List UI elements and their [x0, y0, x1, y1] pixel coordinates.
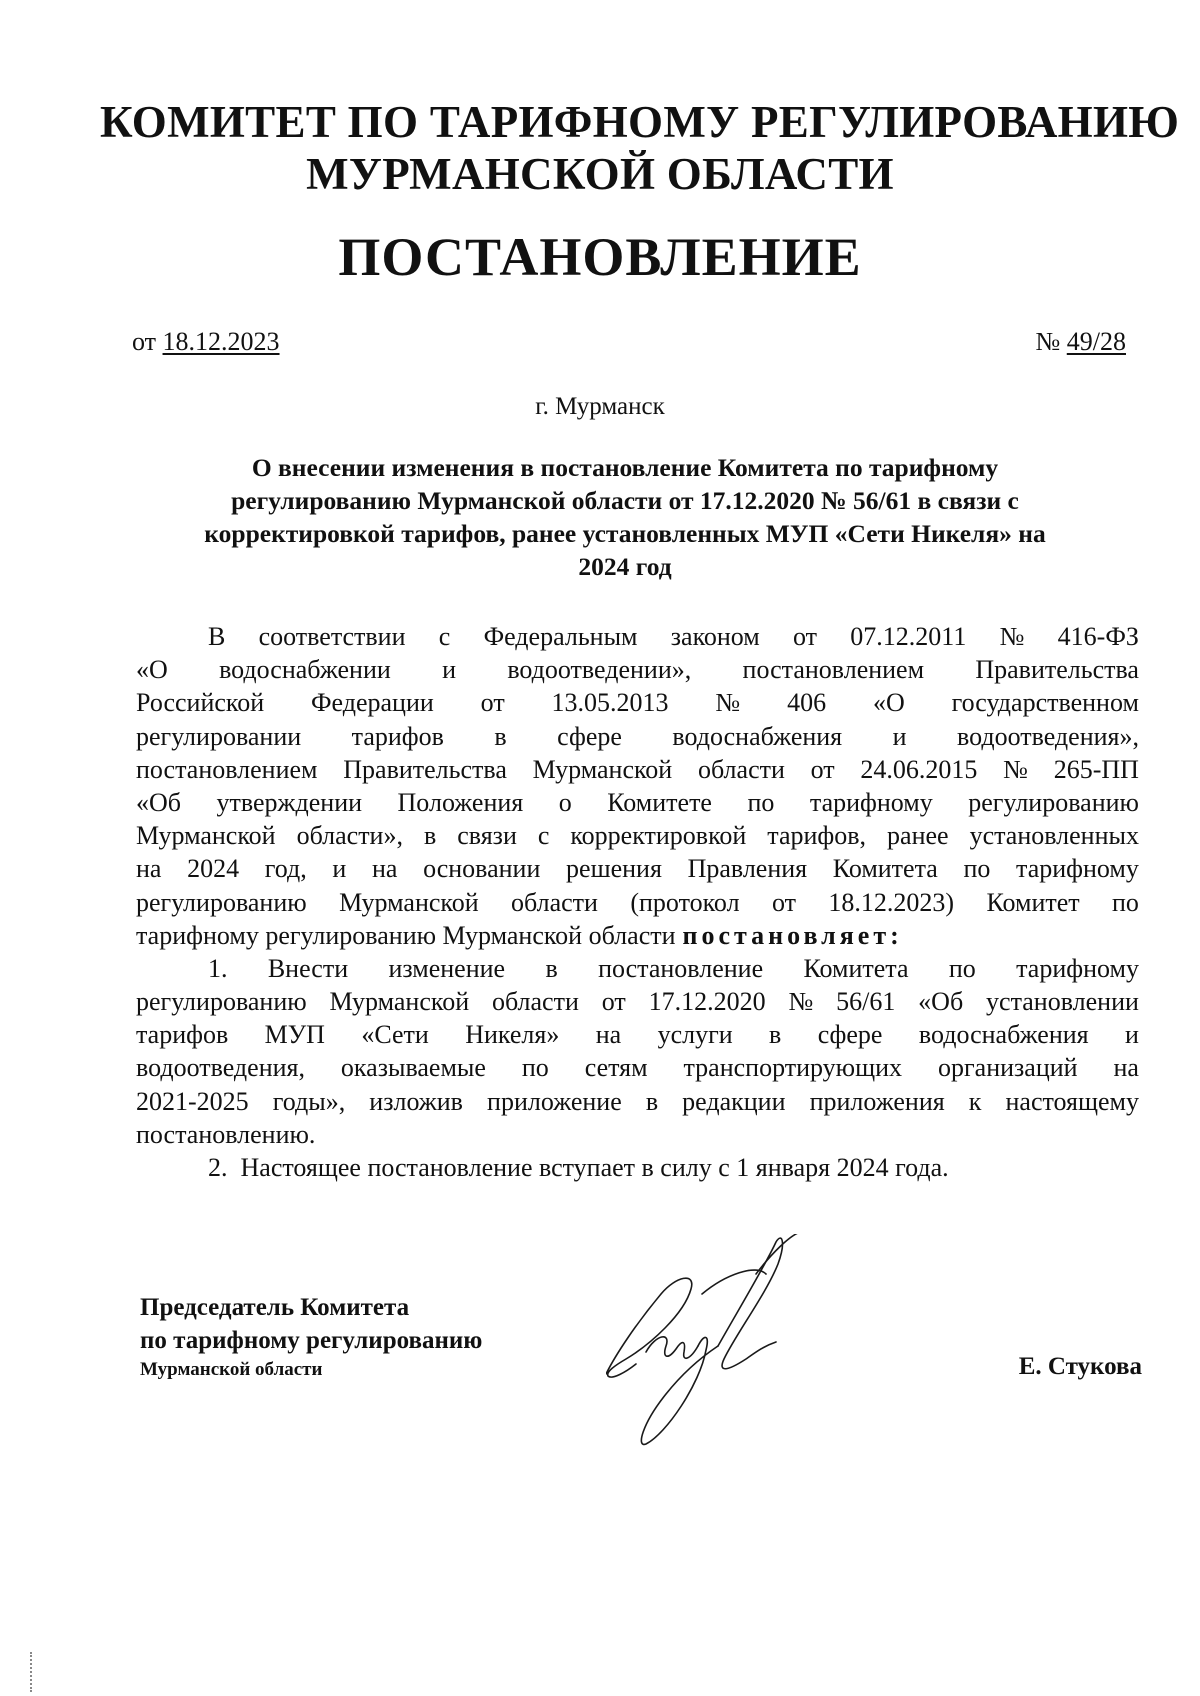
word: Комитета	[803, 953, 909, 983]
word: услуги	[657, 1020, 733, 1050]
word: оказываемые	[340, 1053, 486, 1083]
word: 24.06.2015	[860, 754, 978, 784]
word: Положения	[397, 787, 524, 817]
word: государственном	[951, 688, 1139, 718]
word: регулированию	[136, 987, 307, 1017]
word: приложение	[487, 1086, 622, 1116]
word: водоотведения»,	[957, 721, 1139, 751]
word: Федеральным	[483, 622, 638, 651]
text-line	[136, 985, 1139, 1018]
text-line	[136, 753, 1139, 786]
text-line	[136, 786, 1139, 819]
word: по	[747, 787, 775, 817]
document-body	[136, 620, 1139, 1184]
word: установленных	[969, 821, 1139, 851]
word: 13.05.2013	[551, 688, 669, 718]
word: о	[558, 787, 572, 817]
word: на	[1113, 1053, 1139, 1083]
word: Комитета	[832, 854, 938, 884]
word: водоснабжения	[918, 1020, 1089, 1050]
word: в	[769, 1020, 782, 1050]
word: регулированию	[136, 887, 307, 917]
word: 1.	[208, 953, 228, 983]
text-line	[136, 686, 1139, 719]
word: и	[442, 655, 457, 685]
word: постановлением	[742, 655, 925, 685]
preamble-paragraph	[136, 620, 1139, 919]
word: Мурманской	[136, 821, 276, 851]
word: Правительства	[975, 655, 1139, 685]
word: водоотведении»,	[507, 655, 692, 685]
word: организаций	[937, 1053, 1078, 1083]
word: на	[136, 854, 162, 884]
word: «Об	[136, 787, 182, 817]
date-prefix: от	[132, 327, 157, 356]
word: транспортирующих	[683, 1053, 903, 1083]
item2-text: 2. Настоящее постановление вступает в силу с 1 января 2024 года.	[208, 1153, 949, 1182]
word: №	[999, 622, 1025, 651]
word: в	[494, 721, 507, 751]
word: сфере	[557, 721, 622, 751]
word: Мурманской	[339, 887, 479, 917]
word: Российской	[136, 688, 265, 718]
signer-title-line-3: Мурманской области	[140, 1359, 323, 1380]
document-date	[132, 326, 280, 358]
word: годы»,	[272, 1086, 346, 1116]
text-line	[136, 886, 1139, 919]
document-subject	[130, 451, 1120, 583]
word: тарифному	[1016, 953, 1139, 983]
text-line	[136, 952, 1139, 985]
word: постановлением	[136, 754, 318, 784]
number-prefix: №	[1035, 327, 1061, 356]
word: 416-ФЗ	[1057, 622, 1139, 651]
word: области	[511, 887, 598, 917]
organization-name	[100, 96, 1180, 200]
signer-title-line-1: Председатель Комитета	[140, 1294, 410, 1321]
word: тарифов,	[767, 821, 867, 851]
word: на	[595, 1020, 622, 1050]
word: тарифному	[809, 787, 933, 817]
word: №	[1003, 754, 1028, 784]
word: настоящему	[1005, 1086, 1139, 1116]
word: 17.12.2020	[648, 987, 766, 1017]
word: по	[1112, 887, 1139, 917]
word: сетям	[584, 1053, 648, 1083]
item1-last-text: постановлению.	[136, 1119, 316, 1149]
word: тарифов	[136, 1020, 229, 1050]
subject-line: О внесении изменения в постановление Комитета по тарифному	[251, 453, 999, 482]
organization-line-1: КОМИТЕТ ПО ТАРИФНОМУ РЕГУЛИРОВАНИЮ	[100, 97, 1180, 147]
text-line	[136, 852, 1139, 885]
word: на	[371, 854, 398, 884]
word: Мурманской	[532, 754, 673, 784]
word: Правления	[687, 854, 808, 884]
word: ранее	[887, 821, 949, 851]
word: области	[491, 987, 579, 1017]
word: и	[332, 854, 347, 884]
word: В	[208, 622, 226, 651]
signer-title	[140, 1291, 482, 1383]
word: в	[545, 953, 558, 983]
word: по	[948, 953, 976, 983]
word: 18.12.2023)	[828, 887, 955, 917]
word: Комитете	[607, 787, 712, 817]
word: 2021-2025	[136, 1086, 249, 1116]
word: от	[793, 622, 818, 651]
word: Комитет	[986, 887, 1080, 917]
resolution-item-1	[136, 952, 1139, 1118]
word: утверждении	[216, 787, 363, 817]
word: сфере	[817, 1020, 883, 1050]
word: «Об	[918, 987, 964, 1017]
document-type-title: ПОСТАНОВЛЕНИЕ	[338, 227, 862, 287]
word: связи	[457, 821, 517, 851]
word: (протокол	[630, 887, 740, 917]
word: к	[968, 1086, 982, 1116]
word: водоснабжении	[219, 655, 391, 685]
word: от	[771, 887, 796, 917]
word: 265-ПП	[1053, 754, 1139, 784]
word: приложения	[809, 1086, 945, 1116]
number-value: 49/28	[1066, 327, 1126, 356]
word: тарифов	[351, 721, 444, 751]
word: в	[423, 821, 437, 851]
word: тарифному	[1016, 854, 1139, 884]
word: и	[892, 721, 907, 751]
document-number	[1035, 326, 1126, 358]
resolves-word: постановляет:	[682, 920, 903, 950]
word: водоотведения,	[136, 1053, 305, 1083]
word: МУП	[264, 1020, 325, 1050]
signer-title-line-2: по тарифному регулированию	[140, 1327, 483, 1354]
word: от	[601, 987, 626, 1017]
scan-edge-mark	[30, 1652, 34, 1692]
text-line	[136, 819, 1139, 852]
text-line	[136, 620, 1139, 653]
word: основании	[423, 854, 541, 884]
word: в	[645, 1086, 659, 1116]
signer-name: Е. Стукова	[1018, 1353, 1142, 1380]
word: 56/61	[836, 987, 896, 1017]
handwritten-signature	[606, 1234, 846, 1449]
word: по	[963, 854, 991, 884]
word: регулированию	[968, 787, 1139, 817]
preamble-last-text: тарифному регулированию Мурманской области	[136, 920, 676, 950]
word: водоснабжения	[672, 721, 843, 751]
word: установлении	[986, 987, 1139, 1017]
word: 07.12.2011	[850, 622, 967, 651]
word: от	[810, 754, 835, 784]
word: с	[438, 622, 451, 651]
word: с	[537, 821, 550, 851]
resolution-item-2	[136, 1151, 1139, 1184]
word: постановление	[598, 953, 764, 983]
word: по	[521, 1053, 549, 1083]
text-line	[136, 720, 1139, 753]
subject-line: регулированию Мурманской области от 17.12.2020 № 56/61 в связи с	[231, 486, 1019, 515]
city: г. Мурманск	[535, 393, 665, 420]
word: и	[1124, 1020, 1139, 1050]
word: Внести	[267, 953, 349, 983]
word: редакции	[682, 1086, 786, 1116]
word: Федерации	[311, 688, 434, 718]
organization-line-2: МУРМАНСКОЙ ОБЛАСТИ	[306, 149, 894, 199]
word: от	[480, 688, 505, 718]
word: решения	[566, 854, 662, 884]
word: №	[788, 987, 814, 1017]
word: Правительства	[343, 754, 507, 784]
word: изменение	[388, 953, 506, 983]
text-line	[136, 1085, 1139, 1118]
text-line	[136, 653, 1139, 686]
word: области»,	[296, 821, 403, 851]
word: «О	[136, 655, 168, 685]
word: №	[715, 688, 741, 718]
word: 2024	[187, 854, 240, 884]
word: изложив	[369, 1086, 463, 1116]
word: год,	[264, 854, 307, 884]
item1-last-line	[136, 1118, 1139, 1151]
text-line	[136, 1018, 1139, 1051]
word: «О	[872, 688, 905, 718]
word: законом	[670, 622, 760, 651]
word: соответствии	[258, 622, 406, 651]
word: 406	[787, 688, 827, 718]
word: «Сети	[361, 1020, 429, 1050]
date-value: 18.12.2023	[162, 327, 280, 356]
word: корректировкой	[570, 821, 747, 851]
word: области	[697, 754, 785, 784]
word: регулировании	[136, 721, 302, 751]
preamble-last-line	[136, 919, 1139, 952]
text-line	[136, 1051, 1139, 1084]
word: Мурманской	[329, 987, 470, 1017]
subject-line: корректировкой тарифов, ранее установленных МУП «Сети Никеля» на	[204, 519, 1046, 548]
word: Никеля»	[465, 1020, 560, 1050]
subject-line: 2024 год	[578, 552, 672, 581]
